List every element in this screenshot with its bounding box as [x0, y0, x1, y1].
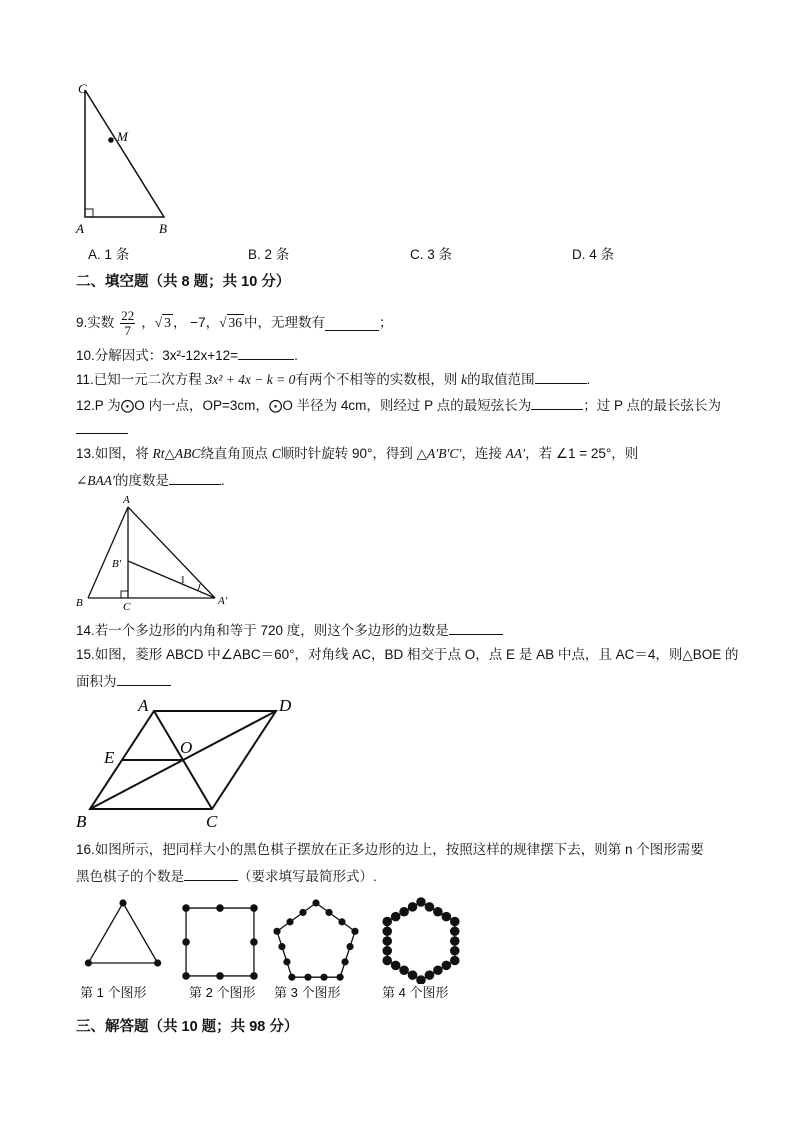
q10-answer-blank[interactable]	[238, 345, 294, 360]
q15-answer-blank[interactable]	[117, 671, 171, 686]
sqrt-3: √ 3	[154, 315, 171, 330]
chess-piece	[273, 928, 280, 935]
chess-piece	[351, 928, 358, 935]
chess-piece	[182, 972, 190, 980]
label-o: O	[180, 738, 193, 757]
chess-piece	[288, 974, 295, 981]
caption-figure-3: 第 3 个图形	[274, 985, 341, 1000]
chess-piece	[85, 959, 92, 966]
chess-piece	[382, 917, 392, 927]
chess-piece	[278, 943, 285, 950]
chess-piece	[416, 897, 426, 907]
q13-answer-blank[interactable]	[169, 470, 221, 485]
chess-piece	[399, 907, 409, 917]
question-13: 13.如图，将 Rt△ABC绕直角顶点 C顺时针旋转 90°，得到 △A′B′C′，连接 AA′，若 ∠1 = 25°，则	[76, 446, 639, 461]
chess-piece	[250, 938, 258, 946]
polygon-figure-3	[277, 903, 355, 977]
label-m: M	[117, 129, 128, 144]
caption-figure-1: 第 1 个图形	[80, 985, 147, 1000]
chess-piece	[320, 974, 327, 981]
question-9: 9.实数 $\frac{22}{7}$ ， √ 3 ， −7， √ 36 中，无理数有 ；	[76, 307, 393, 338]
sqrt-36: √ 36	[219, 315, 243, 330]
label-a: A	[76, 221, 84, 236]
label-d: D	[279, 696, 292, 715]
chess-piece	[182, 938, 190, 946]
question-16: 16.如图所示，把同样大小的黑色棋子摆放在正多边形的边上，按照这样的规律摆下去，则第 n 个图形需要	[76, 842, 704, 857]
chess-piece	[119, 899, 126, 906]
q12-answer-blank-2[interactable]	[76, 419, 128, 434]
section-fill-blank-title: 二、填空题（共 8 题；共 10 分）	[76, 274, 291, 290]
chess-piece	[442, 912, 452, 922]
polygon-pattern-figure	[76, 894, 476, 984]
chess-piece	[408, 902, 418, 912]
q11-equation: 3x² + 4x − k = 0	[205, 372, 296, 387]
chess-piece	[382, 956, 392, 966]
fraction-22-7: $\frac{22}{7}$	[121, 307, 135, 338]
chess-piece	[341, 958, 348, 965]
label-b: B	[76, 812, 87, 831]
chess-piece	[325, 909, 332, 916]
label-angle-1: 1	[180, 574, 186, 586]
chess-piece	[250, 972, 258, 980]
chess-piece	[336, 974, 343, 981]
chess-piece	[382, 926, 392, 936]
q9-pre: 9.实数	[76, 315, 115, 330]
option-d: D. 4 条	[572, 247, 615, 262]
chess-piece	[416, 975, 426, 984]
option-c: C. 3 条	[410, 247, 453, 262]
chess-piece	[425, 970, 435, 980]
chess-piece	[283, 958, 290, 965]
chess-piece	[216, 904, 224, 912]
label-e: E	[104, 748, 115, 767]
chess-piece	[154, 959, 161, 966]
q12-answer-blank-1[interactable]	[531, 395, 583, 410]
chess-piece	[286, 918, 293, 925]
polygon-figure-1	[88, 903, 157, 963]
label-c: C	[78, 81, 87, 96]
polygon-figure-2	[186, 908, 254, 976]
rhombus-figure	[72, 694, 302, 832]
question-11: 11.已知一元二次方程 3x² + 4x − k = 0有两个不相等的实数根，则 k的取值范围 .	[76, 369, 590, 389]
question-12: 12.P 为⨀O 内一点，OP=3cm，⨀O 半径为 4cm，则经过 P 点的最短弦长为 ；过 P 点的最长弦长为	[76, 395, 721, 415]
q11-answer-blank[interactable]	[535, 369, 587, 384]
chess-piece	[433, 965, 443, 975]
label-b: B	[76, 597, 83, 609]
triangle-abc-figure	[70, 78, 180, 238]
chess-piece	[250, 904, 258, 912]
chess-piece	[450, 936, 460, 946]
question-14: 14.若一个多边形的内角和等于 720 度，则这个多边形的边数是	[76, 620, 503, 640]
question-15: 15.如图，菱形 ABCD 中∠ABC＝60°，对角线 AC，BD 相交于点 O，点 E 是 AB 中点，且 AC＝4，则△BOE 的	[76, 647, 739, 662]
caption-figure-2: 第 2 个图形	[189, 985, 256, 1000]
chess-piece	[391, 961, 401, 971]
polygon-pattern-group	[85, 897, 460, 984]
chess-piece	[450, 956, 460, 966]
q16-answer-blank[interactable]	[184, 866, 238, 881]
chess-piece	[442, 961, 452, 971]
chess-piece	[382, 936, 392, 946]
chess-piece	[408, 970, 418, 980]
chess-piece	[182, 904, 190, 912]
rotation-triangle-figure	[72, 490, 242, 612]
chess-piece	[391, 912, 401, 922]
chess-piece	[425, 902, 435, 912]
caption-figure-4: 第 4 个图形	[382, 985, 449, 1000]
option-b: B. 2 条	[248, 247, 290, 262]
chess-piece	[312, 899, 319, 906]
label-c: C	[206, 812, 218, 831]
label-b-prime: B′	[112, 558, 122, 570]
q9-answer-blank[interactable]	[325, 316, 379, 331]
label-a: A	[138, 696, 149, 715]
section-answer-title: 三、解答题（共 10 题；共 98 分）	[76, 1019, 299, 1035]
label-a-prime: A′	[218, 595, 228, 607]
question-10: 10.分解因式：3x²-12x+12= .	[76, 345, 298, 365]
chess-piece	[216, 972, 224, 980]
label-c: C	[123, 601, 131, 612]
q14-answer-blank[interactable]	[449, 620, 503, 635]
label-a: A	[123, 494, 130, 506]
chess-piece	[450, 946, 460, 956]
chess-piece	[304, 974, 311, 981]
chess-piece	[450, 926, 460, 936]
chess-piece	[433, 907, 443, 917]
chess-piece	[382, 946, 392, 956]
option-a: A. 1 条	[88, 247, 130, 262]
chess-piece	[338, 918, 345, 925]
chess-piece	[346, 943, 353, 950]
chess-piece	[299, 909, 306, 916]
chess-piece	[450, 917, 460, 927]
label-b: B	[159, 221, 167, 236]
chess-piece	[399, 965, 409, 975]
